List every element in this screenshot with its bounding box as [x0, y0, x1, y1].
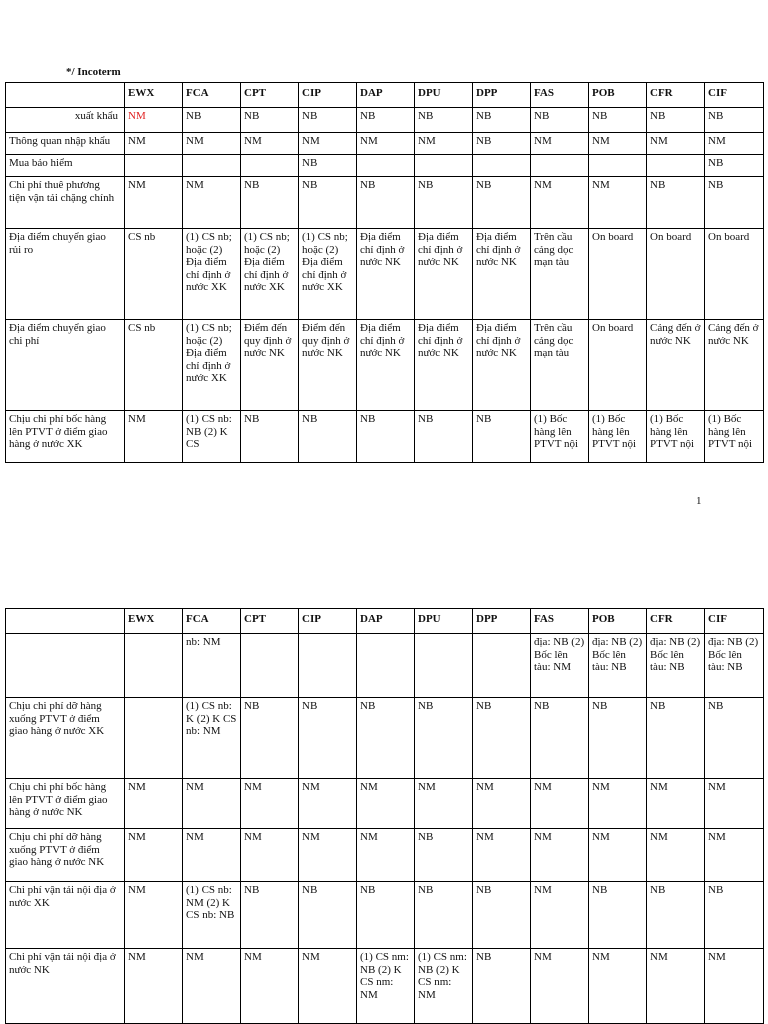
header-cell-dpp: DPP [473, 609, 531, 634]
header-cell-pob: POB [589, 609, 647, 634]
table-cell: NB [241, 177, 299, 229]
table-cell: NB [647, 108, 705, 133]
table-cell: NB [473, 949, 531, 1024]
table-cell: NM [705, 829, 764, 882]
table-cell: NB [473, 108, 531, 133]
row-label: Địa điểm chuyển giao rủi ro [6, 229, 125, 320]
header-cell-cpt: CPT [241, 609, 299, 634]
table-cell: Địa điểm chỉ định ở nước NK [473, 320, 531, 411]
table-cell: NB [531, 698, 589, 779]
table-cell [125, 155, 183, 177]
table-cell: NM [647, 949, 705, 1024]
table-cell: NM [415, 133, 473, 155]
table-header-row [6, 83, 764, 108]
table-cell: NM [299, 829, 357, 882]
table-cell: địa: NB (2) Bốc lên tàu: NB [647, 634, 705, 698]
table-cell: NM [125, 411, 183, 463]
table-cell: (1) Bốc hàng lên PTVT nội [589, 411, 647, 463]
table-cell: (1) Bốc hàng lên PTVT nội [705, 411, 764, 463]
table-row [6, 698, 764, 779]
table-cell: NB [647, 882, 705, 949]
table-cell: (1) CS nb; hoặc (2) Địa điểm chỉ định ở nước XK [241, 229, 299, 320]
table-row [6, 177, 764, 229]
table-cell: NM [705, 949, 764, 1024]
row-label: xuất khẩu [6, 108, 125, 133]
table-row [6, 229, 764, 320]
header-cell-dap: DAP [357, 83, 415, 108]
table-cell: NM [647, 779, 705, 829]
header-cell-fca: FCA [183, 609, 241, 634]
table-cell: NM [241, 779, 299, 829]
table-cell: (1) Bốc hàng lên PTVT nội [531, 411, 589, 463]
table-body [6, 108, 764, 463]
table-cell: NB [705, 108, 764, 133]
table-cell: (1) CS nm: NB (2) K CS nm: NM [357, 949, 415, 1024]
table-cell: (1) CS nb: K (2) K CS nb: NM [183, 698, 241, 779]
table-cell: NM [241, 829, 299, 882]
table-cell: Địa điểm chỉ định ở nước NK [415, 320, 473, 411]
table-cell: NM [183, 133, 241, 155]
table-cell: NM [357, 779, 415, 829]
table-cell: NB [647, 698, 705, 779]
table-cell: NB [705, 698, 764, 779]
document-heading: */ Incoterm [66, 66, 121, 78]
table-cell: Điểm đến quy định ở nước NK [241, 320, 299, 411]
table-cell: (1) CS nm: NB (2) K CS nm: NM [415, 949, 473, 1024]
table-cell: NM [299, 133, 357, 155]
table-cell [415, 634, 473, 698]
table-row [6, 155, 764, 177]
header-cell-fas: FAS [531, 83, 589, 108]
table-cell: NM [183, 949, 241, 1024]
table-cell: NM [473, 779, 531, 829]
header-cell-cif: CIF [705, 83, 764, 108]
row-label: Chi phí thuê phương tiện vận tải chặng chính [6, 177, 125, 229]
incoterm-table-part-1 [5, 82, 764, 463]
header-cell-fca: FCA [183, 83, 241, 108]
table-cell [589, 155, 647, 177]
table-cell: Địa điểm chỉ định ở nước NK [357, 320, 415, 411]
header-cell-fas: FAS [531, 609, 589, 634]
table-cell [299, 634, 357, 698]
table-cell [183, 155, 241, 177]
table-cell: NB [357, 177, 415, 229]
header-cell-cif: CIF [705, 609, 764, 634]
table-cell: NB [473, 133, 531, 155]
table-body [6, 634, 764, 1024]
row-label: Chịu chi phí bốc hàng lên PTVT ở điểm giao hàng ở nước XK [6, 411, 125, 463]
table-cell: NM [531, 949, 589, 1024]
table-cell [647, 155, 705, 177]
table-cell: NM [357, 829, 415, 882]
table-cell: NB [241, 698, 299, 779]
header-cell-empty [6, 83, 125, 108]
row-label: Mua bảo hiểm [6, 155, 125, 177]
table-cell [357, 634, 415, 698]
row-label: Chi phí vận tải nội địa ở nước XK [6, 882, 125, 949]
table-cell: NM [589, 829, 647, 882]
table-cell: NB [705, 882, 764, 949]
table-cell [415, 155, 473, 177]
table-row [6, 779, 764, 829]
table-cell: NM [647, 133, 705, 155]
row-label: Chịu chi phí dỡ hàng xuống PTVT ở điểm giao hàng ở nước XK [6, 698, 125, 779]
table-cell: NM [299, 949, 357, 1024]
row-label: Chịu chi phí dỡ hàng xuống PTVT ở điểm giao hàng ở nước NK [6, 829, 125, 882]
header-cell-ewx: EWX [125, 609, 183, 634]
table-cell: NM [531, 829, 589, 882]
table-row [6, 411, 764, 463]
table-cell: NB [415, 177, 473, 229]
table-cell: NM [473, 829, 531, 882]
table-cell: NM [125, 177, 183, 229]
header-cell-cfr: CFR [647, 83, 705, 108]
table-cell: NB [299, 108, 357, 133]
table-cell: NM [125, 829, 183, 882]
header-cell-dpu: DPU [415, 83, 473, 108]
table-header-row [6, 609, 764, 634]
header-cell-cpt: CPT [241, 83, 299, 108]
table-cell: NM [531, 133, 589, 155]
table-cell: On board [647, 229, 705, 320]
table-cell [125, 698, 183, 779]
table-cell: NM [125, 779, 183, 829]
table-cell: (1) CS nb; hoặc (2) Địa điểm chỉ định ở nước XK [183, 320, 241, 411]
header-cell-cip: CIP [299, 83, 357, 108]
header-cell-cip: CIP [299, 609, 357, 634]
header-cell-ewx: EWX [125, 83, 183, 108]
table-cell: NM [125, 108, 183, 133]
table-cell: (1) CS nb: NB (2) K CS [183, 411, 241, 463]
table-cell: NB [183, 108, 241, 133]
table-cell: NB [299, 411, 357, 463]
table-cell: NB [415, 411, 473, 463]
row-label: Chịu chi phí bốc hàng lên PTVT ở điểm giao hàng ở nước NK [6, 779, 125, 829]
table-cell: On board [705, 229, 764, 320]
table-cell: NB [473, 177, 531, 229]
table-cell: NM [531, 779, 589, 829]
table-row [6, 634, 764, 698]
table-cell: CS nb [125, 229, 183, 320]
table-cell: NB [357, 698, 415, 779]
table-cell: nb: NM [183, 634, 241, 698]
table-cell: NM [531, 177, 589, 229]
table-cell: NB [357, 882, 415, 949]
table-cell [125, 634, 183, 698]
table-cell: Cảng đến ở nước NK [647, 320, 705, 411]
table-cell [241, 155, 299, 177]
table-cell: NM [183, 779, 241, 829]
table-cell: địa: NB (2) Bốc lên tàu: NB [589, 634, 647, 698]
table-cell: NB [357, 411, 415, 463]
table-cell: NM [183, 829, 241, 882]
table-cell: địa: NB (2) Bốc lên tàu: NM [531, 634, 589, 698]
table-row [6, 133, 764, 155]
table-cell [357, 155, 415, 177]
table-cell: On board [589, 320, 647, 411]
header-cell-dap: DAP [357, 609, 415, 634]
table-cell: NM [589, 949, 647, 1024]
table-cell: Địa điểm chỉ định ở nước NK [357, 229, 415, 320]
table-cell: (1) CS nb; hoặc (2) Địa điểm chỉ định ở nước XK [183, 229, 241, 320]
table-cell: NM [299, 779, 357, 829]
table-cell: Địa điểm chỉ định ở nước NK [415, 229, 473, 320]
table-cell: Cảng đến ở nước NK [705, 320, 764, 411]
table-cell: NB [241, 882, 299, 949]
table-cell: Điểm đến quy định ở nước NK [299, 320, 357, 411]
table-cell: On board [589, 229, 647, 320]
table-cell: NB [415, 698, 473, 779]
table-cell: NM [531, 882, 589, 949]
table-cell: NB [647, 177, 705, 229]
table-cell: NB [589, 698, 647, 779]
table-cell: NB [415, 882, 473, 949]
table-cell: Trên cầu cảng dọc mạn tàu [531, 229, 589, 320]
table-cell: NB [705, 155, 764, 177]
table-cell: NM [357, 133, 415, 155]
table-cell: NB [589, 882, 647, 949]
table-row [6, 949, 764, 1024]
table-cell: NB [705, 177, 764, 229]
table-row [6, 320, 764, 411]
table-cell: NB [299, 177, 357, 229]
header-cell-cfr: CFR [647, 609, 705, 634]
table-cell: NB [241, 108, 299, 133]
table-cell [473, 155, 531, 177]
row-label: Địa điểm chuyển giao chi phí [6, 320, 125, 411]
row-label: Chi phí vận tải nội địa ở nước NK [6, 949, 125, 1024]
table-cell: NB [415, 108, 473, 133]
table-cell: NB [589, 108, 647, 133]
table-cell: NM [125, 949, 183, 1024]
table-cell: địa: NB (2) Bốc lên tàu: NB [705, 634, 764, 698]
table-cell: NM [125, 882, 183, 949]
table-cell [241, 634, 299, 698]
table-cell: NB [299, 698, 357, 779]
header-cell-empty [6, 609, 125, 634]
table-cell: NM [589, 177, 647, 229]
table-cell: NM [705, 779, 764, 829]
table-cell: NM [415, 779, 473, 829]
table-cell: Trên cầu cảng dọc mạn tàu [531, 320, 589, 411]
table-cell [473, 634, 531, 698]
table-row [6, 882, 764, 949]
table-cell: NM [589, 133, 647, 155]
row-label: Thông quan nhập khẩu [6, 133, 125, 155]
table-cell: NB [473, 882, 531, 949]
table-cell: NB [531, 108, 589, 133]
table-cell: NM [125, 133, 183, 155]
table-cell: (1) Bốc hàng lên PTVT nội [647, 411, 705, 463]
table-cell: NM [705, 133, 764, 155]
table-row [6, 108, 764, 133]
table-cell: NM [589, 779, 647, 829]
table-cell: NM [241, 133, 299, 155]
table-cell: NM [241, 949, 299, 1024]
page-number: 1 [696, 495, 702, 507]
table-cell: CS nb [125, 320, 183, 411]
table-cell: NB [299, 155, 357, 177]
table-row [6, 829, 764, 882]
table-cell: NB [473, 411, 531, 463]
table-cell: NB [241, 411, 299, 463]
incoterm-table-part-2 [5, 608, 764, 1024]
table-cell: NB [415, 829, 473, 882]
table-cell: NM [183, 177, 241, 229]
table-cell: NB [357, 108, 415, 133]
header-cell-pob: POB [589, 83, 647, 108]
table-cell: Địa điểm chỉ định ở nước NK [473, 229, 531, 320]
header-cell-dpp: DPP [473, 83, 531, 108]
header-cell-dpu: DPU [415, 609, 473, 634]
table-cell: (1) CS nb: NM (2) K CS nb: NB [183, 882, 241, 949]
table-cell: NM [647, 829, 705, 882]
table-cell: NB [473, 698, 531, 779]
table-cell: (1) CS nb; hoặc (2) Địa điểm chỉ định ở nước XK [299, 229, 357, 320]
table-cell: NB [299, 882, 357, 949]
row-label [6, 634, 125, 698]
table-cell [531, 155, 589, 177]
